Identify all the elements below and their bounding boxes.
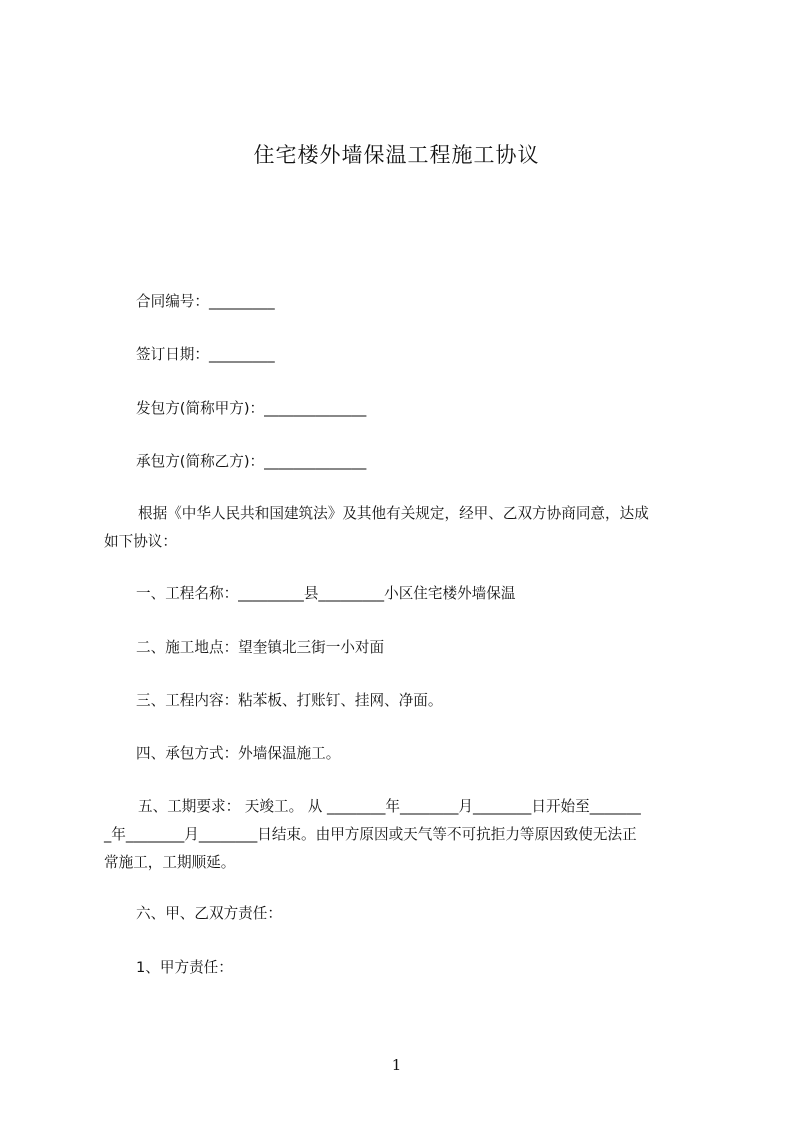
- sign-date-field: 签订日期：_________: [136, 346, 275, 363]
- clause-schedule-line-2: _年________月________日结束。由甲方原因或天气等不可抗拒力等原因致使无法正: [104, 826, 637, 843]
- clause-contract-method: 四、承包方式：外墙保温施工。: [136, 745, 341, 762]
- intro-line-2: 如下协议：: [104, 533, 177, 550]
- page-number: 1: [391, 1056, 402, 1074]
- intro-paragraph: [104, 500, 704, 556]
- document-title: 住宅楼外墙保温工程施工协议: [253, 143, 540, 167]
- clause-responsibilities: 六、甲、乙双方责任：: [136, 905, 282, 922]
- clause-schedule-line-3: 常施工，工期顺延。: [104, 854, 236, 871]
- clause-party-a-responsibilities: 1、甲方责任：: [136, 959, 233, 976]
- intro-line-1: 根据《中华人民共和国建筑法》及其他有关规定，经甲、乙双方协商同意，达成: [138, 505, 649, 522]
- clause-schedule: [104, 793, 704, 877]
- party-a-field: 发包方(简称甲方)：______________: [136, 400, 367, 417]
- clause-project-name: 一、工程名称：_________县_________小区住宅楼外墙保温: [136, 585, 516, 602]
- contract-number-field: 合同编号：_________: [136, 293, 275, 310]
- clause-schedule-line-1: 五、工期要求： 天竣工。 从 ________年________月________日开始至_______: [138, 798, 641, 815]
- party-b-field: 承包方(简称乙方)：______________: [136, 453, 367, 470]
- clause-site-location: 二、施工地点：望奎镇北三街一小对面: [136, 639, 385, 656]
- clause-work-content: 三、工程内容：粘苯板、打账钉、挂网、净面。: [136, 692, 443, 709]
